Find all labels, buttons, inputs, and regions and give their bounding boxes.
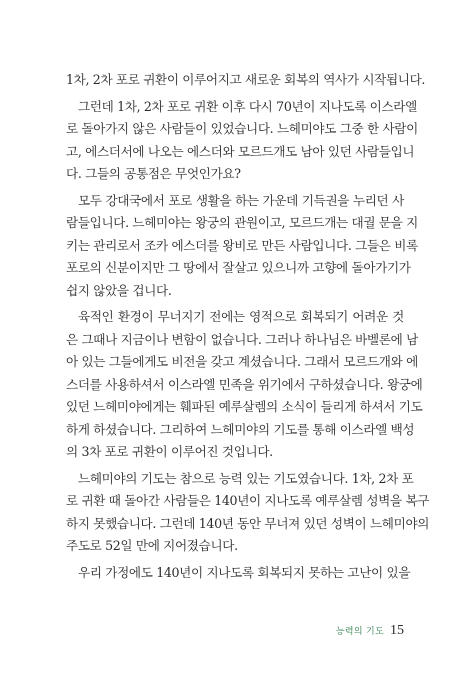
text-line: 람들입니다. 느헤미야는 왕궁의 관원이고, 모르드개는 대궐 문을 지 bbox=[66, 215, 418, 230]
text-line: 키는 관리로서 조카 에스더를 왕비로 만든 사람입니다. 그들은 비록 bbox=[66, 237, 418, 253]
text-line: 고, 에스더서에 나오는 에스더와 모르드개도 남아 있던 사람들입니 bbox=[66, 143, 415, 159]
running-title: 능력의 기도 bbox=[335, 627, 384, 637]
paragraph bbox=[66, 562, 411, 585]
text-line: 은 그때나 지금이나 변함이 없습니다. 그러나 하나님은 바벨론에 남 bbox=[66, 331, 418, 347]
text-line: 하게 하셨습니다. 그리하여 느헤미야의 기도를 통해 이스라엘 백성 bbox=[66, 421, 415, 437]
text-line: 아 있는 그들에게도 비전을 갖고 계셨습니다. 그래서 모르드개와 에 bbox=[66, 354, 418, 369]
text-line: 하지 못했습니다. 그런데 140년 동안 무너져 있던 성벽이 느헤미야의 bbox=[66, 515, 430, 531]
body-text bbox=[66, 69, 430, 584]
text-line: 느헤미야의 기도는 참으로 능력 있는 기도였습니다. 1차, 2차 포 bbox=[78, 470, 414, 486]
text-line: 다. 그들의 공통점은 무엇인가요? bbox=[66, 166, 241, 181]
text-line: 포로의 신분이지만 그 땅에서 잘살고 있으니까 고향에 돌아가기가 bbox=[66, 260, 411, 275]
paragraph bbox=[66, 96, 418, 186]
text-line: 의 3차 포로 귀환이 이루어진 것입니다. bbox=[66, 444, 273, 459]
paragraph bbox=[66, 306, 423, 464]
text-line: 우리 가정에도 140년이 지나도록 회복되지 못하는 고난이 있을 bbox=[78, 564, 411, 580]
paragraph bbox=[66, 468, 430, 558]
text-line: 그런데 1차, 2차 포로 귀환 이후 다시 70년이 지나도록 이스라엘 bbox=[78, 98, 417, 114]
paragraph bbox=[66, 69, 426, 92]
text-line: 주도로 52일 만에 지어졌습니다. bbox=[66, 538, 238, 553]
page-number: 15 bbox=[390, 623, 404, 638]
paragraph bbox=[66, 190, 418, 303]
text-line: 로 귀환 때 돌아간 사람들은 140년이 지나도록 예루살렘 성벽을 복구 bbox=[66, 493, 430, 508]
page-footer bbox=[336, 623, 404, 643]
text-line: 육적인 환경이 무너지기 전에는 영적으로 회복되기 어려운 것 bbox=[78, 309, 404, 324]
text-line: 스더를 사용하셔서 이스라엘 민족을 위기에서 구하셨습니다. 왕궁에 bbox=[66, 376, 423, 392]
text-line: 로 돌아가지 않은 사람들이 있었습니다. 느헤미야도 그중 한 사람이 bbox=[66, 121, 418, 136]
text-line: 쉽지 않았을 겁니다. bbox=[66, 282, 172, 298]
text-line: 1차, 2차 포로 귀환이 이루어지고 새로운 회복의 역사가 시작됩니다. bbox=[66, 72, 426, 87]
text-line: 모두 강대국에서 포로 생활을 하는 가운데 기득권을 누리던 사 bbox=[78, 192, 404, 208]
text-line: 있던 느헤미야에게는 훼파된 예루살렘의 소식이 들리게 하셔서 기도 bbox=[66, 399, 423, 414]
